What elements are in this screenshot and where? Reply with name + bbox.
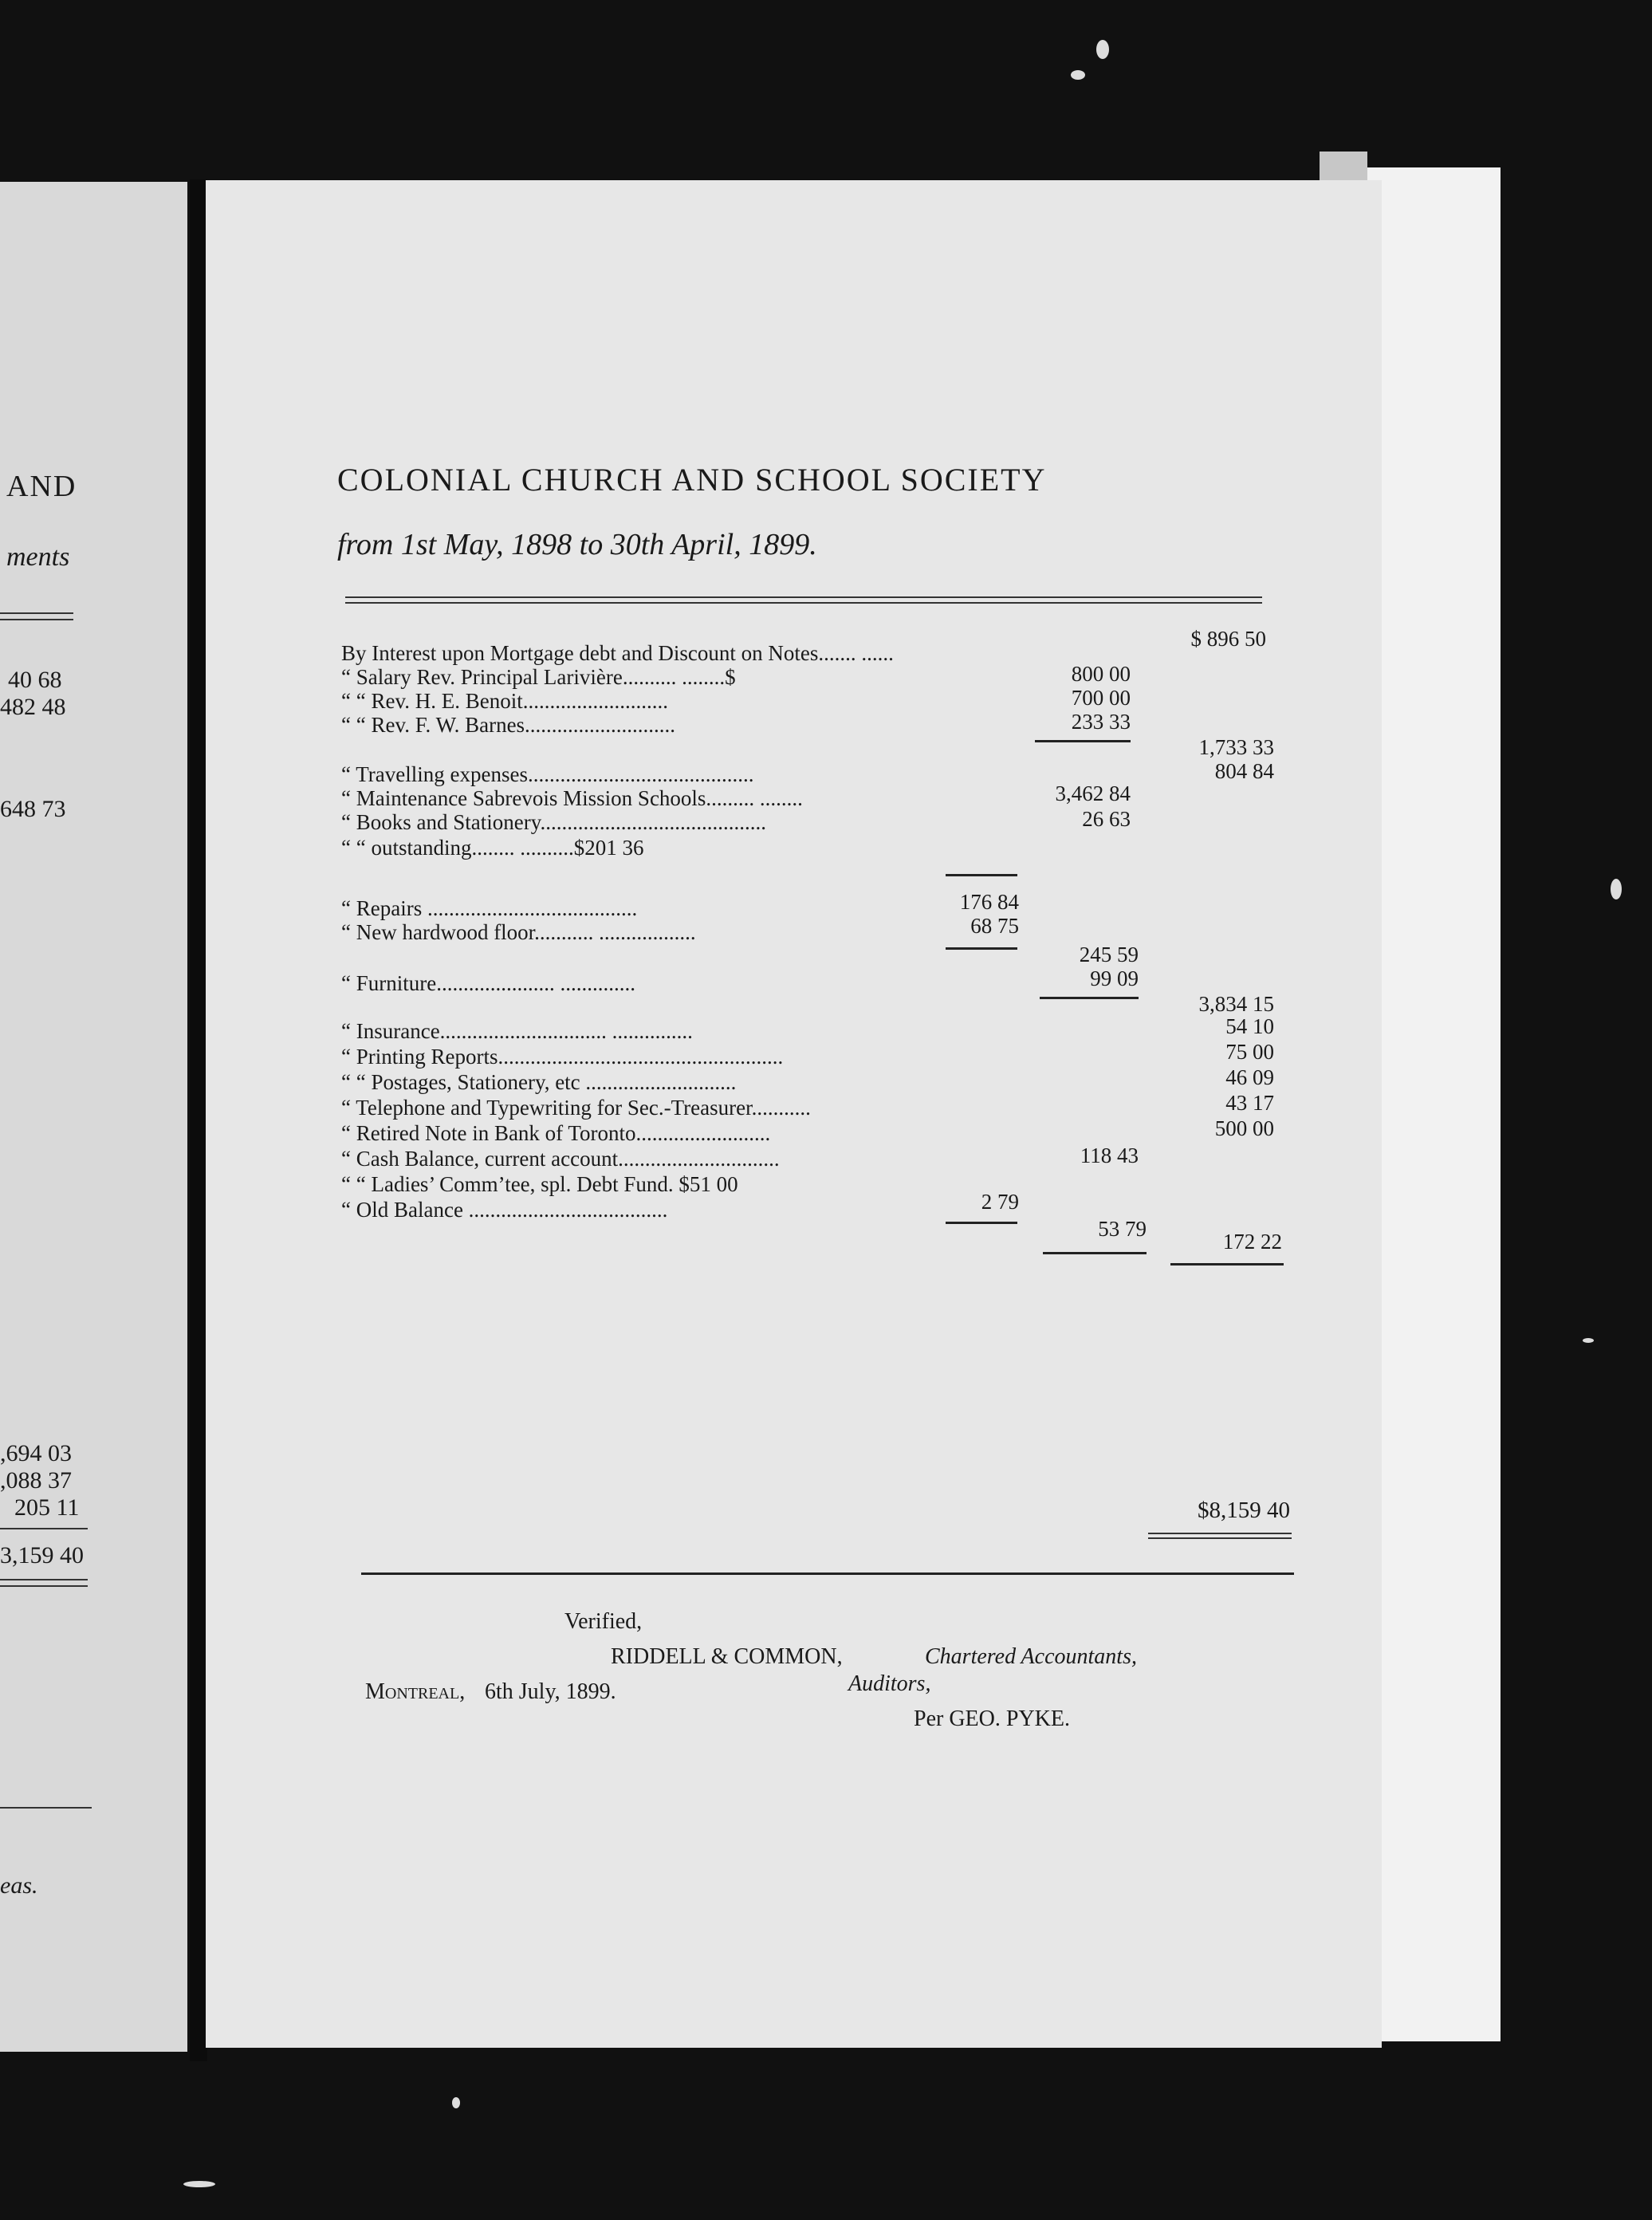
ledger-label: “ Insurance............................... ............... <box>341 1019 693 1043</box>
left-amount: 40 68 <box>8 667 62 693</box>
signature-line: Per GEO. PYKE. <box>914 1706 1070 1731</box>
statement-page <box>206 180 1382 2048</box>
ledger-amount: 68 75 <box>970 914 1019 938</box>
ledger-label: “ Telephone and Typewriting for Sec.-Treasurer........... <box>341 1096 811 1120</box>
ledger-amount: 54 10 <box>1225 1014 1274 1038</box>
ledger-label: “ New hardwood floor........... .................. <box>341 920 696 944</box>
left-rule <box>0 612 73 614</box>
ledger-label: “ Printing Reports..................................................... <box>341 1045 784 1069</box>
left-amount: 648 73 <box>0 796 66 822</box>
ledger-label: “ Books and Stationery.......................................... <box>341 810 766 834</box>
ledger-label: “ Retired Note in Bank of Toronto......................... <box>341 1121 771 1145</box>
ledger-label: “ Salary Rev. Principal Larivière.......... ........$ <box>341 665 736 689</box>
left-amount: ,088 37 <box>0 1467 72 1494</box>
left-subheading-fragment: ments <box>6 542 70 572</box>
ledger-label: “ Maintenance Sabrevois Mission Schools......... ........ <box>341 786 803 810</box>
subtotal-rule <box>1043 1252 1147 1254</box>
ledger-amount: 75 00 <box>1225 1040 1274 1064</box>
ledger-label: “ “ Rev. H. E. Benoit........................... <box>341 689 668 713</box>
footer-rule <box>361 1572 1294 1575</box>
place-city: Montreal, <box>365 1679 466 1704</box>
left-rule <box>0 1579 88 1580</box>
ledger-amount: 2 79 <box>981 1190 1019 1214</box>
page-gutter <box>190 179 207 2061</box>
ledger-amount: 176 84 <box>959 890 1019 914</box>
ledger-amount: 500 00 <box>1214 1116 1274 1140</box>
ledger-label: “ Furniture...................... .............. <box>341 971 635 995</box>
total-double-rule <box>1148 1533 1292 1539</box>
left-amount: 205 11 <box>14 1494 80 1521</box>
left-rule <box>0 619 73 620</box>
ledger-amount: 43 17 <box>1225 1091 1274 1115</box>
ledger-label: “ Travelling expenses.......................................... <box>341 762 754 786</box>
film-speck <box>452 2097 460 2108</box>
left-rule <box>0 1585 88 1587</box>
left-rule <box>0 1807 92 1809</box>
ledger-label: By Interest upon Mortgage debt and Discount on Notes....... ...... <box>341 641 894 665</box>
grand-total: $8,159 40 <box>1198 1498 1290 1523</box>
ledger-amount: 233 33 <box>1071 710 1131 734</box>
ledger-amount: $ 896 50 <box>1190 627 1266 651</box>
auditor-firm: RIDDELL & COMMON, <box>611 1644 843 1669</box>
subtotal-rule <box>1170 1263 1284 1265</box>
ledger-amount: 172 22 <box>1222 1230 1282 1254</box>
place-date: 6th July, 1899. <box>485 1679 616 1704</box>
film-speck <box>1611 879 1622 899</box>
double-rule <box>345 596 1262 604</box>
left-total: 3,159 40 <box>0 1542 84 1569</box>
ledger-amount: 118 43 <box>1080 1143 1139 1167</box>
subtotal-rule <box>946 874 1017 876</box>
page-subtitle: from 1st May, 1898 to 30th April, 1899. <box>337 528 817 561</box>
ledger-label: “ “ outstanding........ ..........$201 36 <box>341 836 644 860</box>
left-amount: ,694 03 <box>0 1440 72 1466</box>
ledger-label: “ Cash Balance, current account.............................. <box>341 1147 780 1171</box>
ledger-amount: 3,462 84 <box>1055 781 1131 805</box>
ledger-amount: 804 84 <box>1214 759 1274 783</box>
left-rule <box>0 1528 88 1529</box>
film-speck <box>1096 40 1109 59</box>
film-speck <box>183 2181 215 2187</box>
verified-label: Verified, <box>564 1609 643 1634</box>
ledger-amount: 3,834 15 <box>1198 992 1274 1016</box>
left-facing-page <box>0 182 187 2052</box>
ledger-amount: 245 59 <box>1079 943 1139 966</box>
left-signature-fragment: eas. <box>0 1872 38 1899</box>
ledger-amount: 26 63 <box>1082 807 1131 831</box>
auditors-label: Auditors, <box>848 1671 931 1696</box>
ledger-label: “ Repairs ....................................... <box>341 896 638 920</box>
ledger-amount: 700 00 <box>1071 686 1131 710</box>
ledger-label: “ “ Postages, Stationery, etc ............................ <box>341 1070 737 1094</box>
page-title: COLONIAL CHURCH AND SCHOOL SOCIETY <box>337 462 1047 498</box>
film-speck <box>1071 70 1085 80</box>
film-speck <box>1583 1338 1594 1343</box>
ledger-label: “ Old Balance ..................................... <box>341 1198 668 1222</box>
ledger-amount: 46 09 <box>1225 1065 1274 1089</box>
ledger-amount: 800 00 <box>1071 662 1131 686</box>
ledger-amount: 53 79 <box>1098 1217 1147 1241</box>
left-heading-fragment: AND <box>6 470 77 503</box>
ledger-amount: 99 09 <box>1090 966 1139 990</box>
ledger-label: “ “ Ladies’ Comm’tee, spl. Debt Fund. $51 00 <box>341 1172 738 1196</box>
left-amount: 482 48 <box>0 694 66 720</box>
ledger-label: “ “ Rev. F. W. Barnes............................ <box>341 713 676 737</box>
ledger-amount: 1,733 33 <box>1198 735 1274 759</box>
auditor-firm-role: Chartered Accountants, <box>925 1644 1137 1669</box>
